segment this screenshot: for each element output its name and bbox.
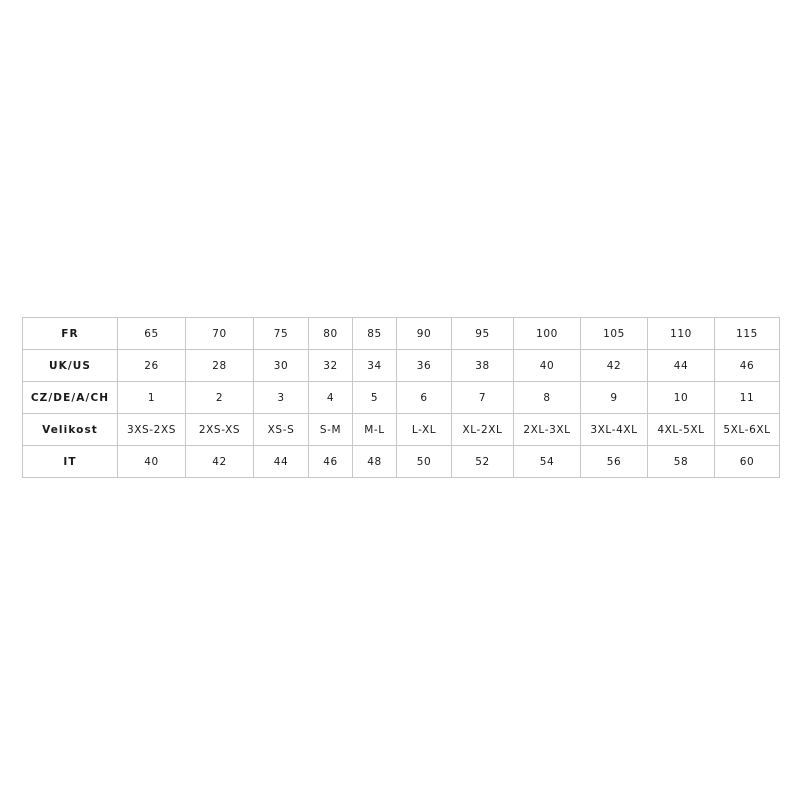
table-cell: XS-S xyxy=(254,414,309,446)
table-cell: 52 xyxy=(452,446,514,478)
table-cell: 9 xyxy=(581,382,648,414)
table-cell: 4 xyxy=(309,382,353,414)
table-cell: 5XL-6XL xyxy=(715,414,780,446)
row-header-it: IT xyxy=(23,446,118,478)
table-cell: 2 xyxy=(186,382,254,414)
table-cell: 3XS-2XS xyxy=(118,414,186,446)
table-cell: 8 xyxy=(514,382,581,414)
table-row xyxy=(23,446,780,478)
table-cell: 115 xyxy=(715,318,780,350)
table-cell: 11 xyxy=(715,382,780,414)
table-cell: 85 xyxy=(353,318,397,350)
table-cell: 90 xyxy=(397,318,452,350)
table-cell: 28 xyxy=(186,350,254,382)
table-cell: 34 xyxy=(353,350,397,382)
table-cell: 6 xyxy=(397,382,452,414)
table-cell: 50 xyxy=(397,446,452,478)
table-cell: 60 xyxy=(715,446,780,478)
table-cell: 32 xyxy=(309,350,353,382)
table-cell: 30 xyxy=(254,350,309,382)
table-cell: 3 xyxy=(254,382,309,414)
table-cell: 2XS-XS xyxy=(186,414,254,446)
row-header-fr: FR xyxy=(23,318,118,350)
table-cell: 65 xyxy=(118,318,186,350)
row-header-uk-us: UK/US xyxy=(23,350,118,382)
table-cell: 7 xyxy=(452,382,514,414)
table-cell: 75 xyxy=(254,318,309,350)
table-cell: 58 xyxy=(648,446,715,478)
table-cell: 100 xyxy=(514,318,581,350)
table-cell: 26 xyxy=(118,350,186,382)
table-cell: 48 xyxy=(353,446,397,478)
table-cell: 3XL-4XL xyxy=(581,414,648,446)
table-cell: 40 xyxy=(514,350,581,382)
table-cell: 105 xyxy=(581,318,648,350)
table-cell: 4XL-5XL xyxy=(648,414,715,446)
table-cell: 44 xyxy=(254,446,309,478)
table-cell: 46 xyxy=(309,446,353,478)
table-cell: 44 xyxy=(648,350,715,382)
row-header-velikost: Velikost xyxy=(23,414,118,446)
table-cell: 5 xyxy=(353,382,397,414)
table-row xyxy=(23,414,780,446)
table-cell: 80 xyxy=(309,318,353,350)
table-cell: 110 xyxy=(648,318,715,350)
table-cell: 54 xyxy=(514,446,581,478)
size-conversion-table xyxy=(22,317,780,478)
table-cell: 2XL-3XL xyxy=(514,414,581,446)
table-cell: 42 xyxy=(186,446,254,478)
table-row xyxy=(23,350,780,382)
table-cell: 10 xyxy=(648,382,715,414)
table-cell: 1 xyxy=(118,382,186,414)
table-cell: 36 xyxy=(397,350,452,382)
table-row xyxy=(23,318,780,350)
table-cell: 56 xyxy=(581,446,648,478)
table-cell: XL-2XL xyxy=(452,414,514,446)
table-cell: 46 xyxy=(715,350,780,382)
table-row xyxy=(23,382,780,414)
table-cell: 95 xyxy=(452,318,514,350)
table-cell: S-M xyxy=(309,414,353,446)
table-cell: M-L xyxy=(353,414,397,446)
table-cell: 70 xyxy=(186,318,254,350)
table-cell: L-XL xyxy=(397,414,452,446)
size-table-container xyxy=(22,317,779,478)
table-cell: 40 xyxy=(118,446,186,478)
table-cell: 38 xyxy=(452,350,514,382)
table-cell: 42 xyxy=(581,350,648,382)
row-header-cz-de-a-ch: CZ/DE/A/CH xyxy=(23,382,118,414)
